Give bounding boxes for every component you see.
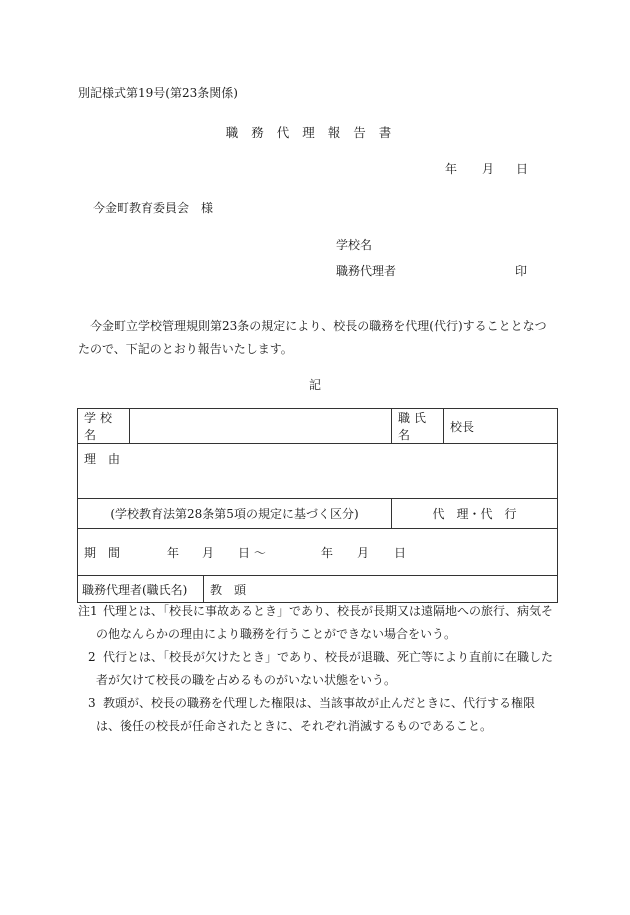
note-line: 教頭が、校長の職務を代理した権限は、当該事故が止んだときに、代行する権限: [103, 696, 536, 710]
note-number: 3: [88, 696, 96, 710]
seal-mark: 印: [515, 264, 528, 278]
report-table: [77, 408, 558, 603]
agent-value[interactable]: 教 頭: [204, 576, 558, 603]
note-item: [78, 600, 560, 646]
note-number: 注1: [78, 604, 98, 618]
school-name-label: 学校名: [78, 409, 130, 444]
note-number: 2: [88, 650, 96, 664]
period-end-year: 年: [321, 546, 334, 560]
agent-label: 職務代理者(職氏名): [78, 576, 204, 603]
reason-label: 理 由: [84, 452, 121, 466]
date-day-label: 日: [516, 162, 529, 176]
category-label[interactable]: 代 理・代 行: [392, 499, 558, 529]
reason-field[interactable]: [78, 444, 558, 499]
form-number-label: 別記様式第19号(第23条関係): [78, 86, 238, 100]
note-item: [78, 692, 560, 738]
period-end-day: 日: [394, 546, 407, 560]
note-line: の他なんらかの理由により職務を行うことができない場合をいう。: [96, 627, 457, 641]
post-name-label: 職氏名: [392, 409, 444, 444]
sender-school-label: 学校名: [336, 238, 373, 252]
note-item: [78, 646, 560, 692]
period-start-month: 月: [202, 546, 215, 560]
school-name-field[interactable]: [130, 409, 392, 444]
sender-agent-label: 職務代理者: [336, 264, 397, 278]
note-line: は、後任の校長が任命されたときに、それぞれ消滅するものであること。: [96, 719, 493, 733]
notes-section: [78, 600, 560, 738]
period-field[interactable]: [78, 529, 558, 576]
date-month-label: 月: [482, 162, 495, 176]
ki-heading: 記: [308, 378, 321, 392]
period-start-year: 年: [167, 546, 180, 560]
period-start-day: 日 〜: [238, 546, 266, 560]
basis-label: (学校教育法第28条第5項の規定に基づく区分): [78, 499, 392, 529]
note-line: 者が欠けて校長の職を占めるものがいない状態をいう。: [96, 673, 397, 687]
body-paragraph: 今金町立学校管理規則第23条の規定により、校長の職務を代理(代行)することとなつたので、下記のとおり報告いたします。: [78, 319, 547, 356]
date-year-label: 年: [445, 162, 458, 176]
note-line: 代行とは、「校長が欠けたとき」であり、校長が退職、死亡等により直前に在職した: [103, 650, 554, 664]
note-line: 代理とは、「校長に事故あるとき」であり、校長が長期又は遠隔地への旅行、病気そ: [103, 604, 554, 618]
post-name-value[interactable]: 校長: [444, 409, 558, 444]
addressee: 今金町教育委員会 様: [93, 201, 214, 215]
document-title: 職務代理報告書: [225, 125, 405, 140]
period-end-month: 月: [357, 546, 370, 560]
period-label: 期 間: [84, 545, 121, 560]
